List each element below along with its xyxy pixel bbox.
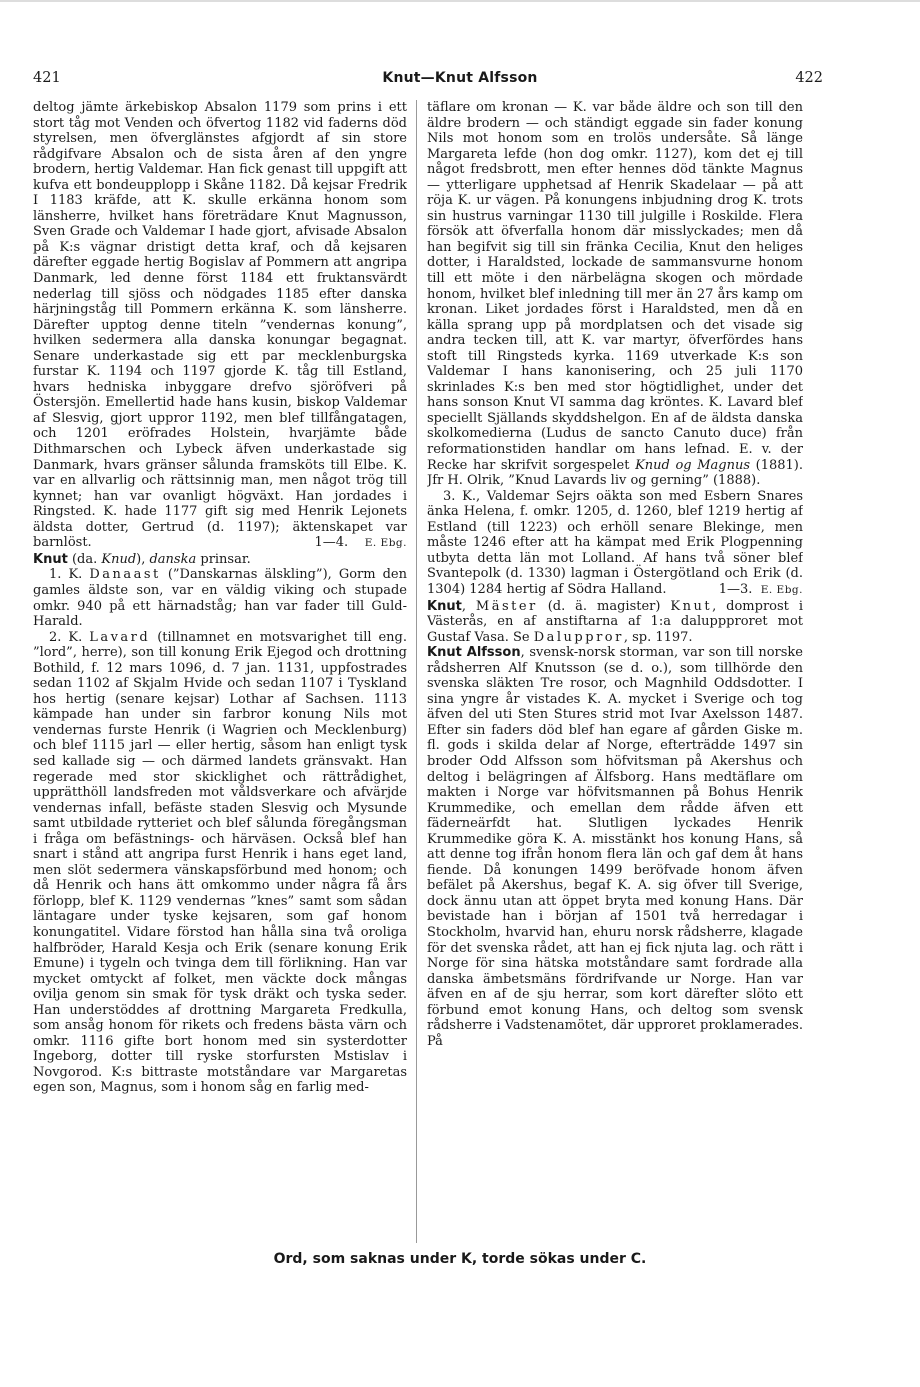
headword: Knut Alfsson	[427, 645, 521, 661]
headword: Knut	[427, 598, 462, 614]
footer-note: Ord, som saknas under K, torde sökas under C.	[273, 1251, 647, 1267]
page-number-right: 422	[795, 70, 823, 86]
subentry-2: 2. K. Lavard (tillnamnet en motsvarighet till eng. ”lord”, herre), son till konung Erik Ejegod och drottning Bothild, f. 12 mars 1096, d. 7 jan. 1131, uppfostrades sedan 1102 af Skjalm Hvide och sedan 1107 i Tyskland hos hertig (senare kejsar) Lothar af Sachsen. 1113 kämpade han under sin farbror konung Nils mot vendernas furste Henrik (i Wagrien och Mecklenburg) och blef 1115 jarl — eller hertig, såsom han enligt tysk sed kallade sig — och därmed landets gränsvakt. Han regerade med stor skicklighet och rättrådighet, upprätthöll landsfreden mot våldsverkare och afvärjde vendernas infall, befäste staden Slesvig och Mysunde samt utbildade rytteriet och blef sålunda föregångsman i fråga om befästnings- och härväsen. Också blef han snart i stånd att angripa furst Henrik i hans eget land, men slöt sedermera vänskapsförbund med honom; och då Henrik och hans ätt omkommo under några få års förlopp, blef K. 1129 vendernas ”knes” samt som sådan läntagare under tyske kejsaren, som gaf honom konungatitel. Vidare förstod han hålla sina två oroliga halfbröder, Harald Kesja och Erik (senare konung Erik Emune) i tygeln och tvinga dem till förlikning. Han var mycket omtyckt af folket, men väckte dock mångas ovilja genom sin smak för tysk dräkt och tyska seder. Han understöddes af drottning Margareta Fredkulla, som ansåg honom för rikets och fredens bästa värn och omkr. 1116 gifte bort honom med sin systerdotter Ingeborg, dotter till ryske storfursten Mstislav i Novgorod. K:s bittraste motståndare var Margaretas egen son, Magnus, som i honom såg en farlig med-	[33, 629, 407, 1096]
subentry-3: 3. K., Valdemar Sejrs oäkta son med Esbern Snares änka Helena, f. omkr. 1205, d. 1260, blef 1219 hertig af Estland (till 1223) och erhöll senare Blekinge, men måste 1246 efter att ha kämpat med Erik Plogpenning utbyta detta län mot Lolland. Af hans två söner blef Svantepolk (d. 1330) lagman i Östergötland och Erik (d. 1304) 1284 hertig af Södra Halland. 1—3. E. Ebg.	[427, 488, 803, 597]
running-title: Knut—Knut Alfsson	[382, 70, 538, 86]
headword: Knut	[33, 551, 68, 567]
left-column	[33, 100, 407, 1245]
page-header	[0, 70, 920, 94]
author-signature: 1—4. E. Ebg.	[314, 535, 407, 551]
author-signature: 1—3. E. Ebg.	[718, 581, 803, 597]
article-continuation: täflare om kronan — K. var både äldre och son till den äldre brodern — och ständigt eggade sin fader konung Nils mot honom som en trolös undersåte. Så länge Margareta lefde (hon dog omkr. 1127), kom det ej till något fredsbrott, men efter hennes död tänkte Magnus — ytterligare upphetsad af Henrik Skadelaar — på att röja K. ur vägen. På konungens inbjudning drog K. trots sin hustrus varningar 1130 till julgille i Roskilde. Flera försök att öfverfalla honom där misslyckades; men då han begifvit sig till sin fränka Cecilia, Knut den heliges dotter, i Haraldsted, lockade de sammansvurne honom till ett möte i den närbelägna skogen och mördade honom, hvilket blef inledning till mer än 27 års kamp om kronan. Liket jordades först i Haraldsted, men då en källa sprang upp på mordplatsen och det visade sig andra tecken till, att K. var martyr, öfverfördes hans stoft till Ringsteds kyrka. 1169 utverkade K:s son Valdemar I hans kanonisering, och 25 juli 1170 skrinlades K:s ben med stor högtidlighet, under det hans sonson Knut VI samma dag kröntes. K. Lavard blef speciellt Själlands skyddshelgon. En af de äldsta danska skolkomedierna (Ludus de sancto Canuto duce) från reformationstiden handlar om hans lefnad. E. v. der Recke har skrifvit sorgespelet Knud og Magnus (1881). Jfr H. Olrik, ”Knud Lavards liv og gerning” (1888).	[427, 100, 803, 489]
entry-knut-princes: Knut (da. Knud), danska prinsar.	[33, 551, 251, 567]
subentry-1: 1. K. Danaast (”Danskarnas älskling”), Gorm den gamles äldste son, var en väldig viking och stupade omkr. 940 på ett härnadståg; han var fader till Guld-Harald.	[33, 567, 407, 630]
page-number-left: 421	[33, 70, 61, 86]
column-divider	[416, 100, 417, 1243]
right-column	[427, 100, 803, 1245]
entry-knut-alfsson: Knut Alfsson, svensk-norsk storman, var son till norske rådsherren Alf Knutsson (se d. o.), som tillhörde den svenska släkten Tre rosor, och Magnhild Oddsdotter. I sina yngre år vistades K. A. mycket i Sverige och tog äfven del uti Sten Stures strid mot Ivar Axelsson 1487. Efter sin faders död blef han egare af gården Giske m. fl. gods i skilda delar af Norge, efterträdde 1497 sin broder Odd Alfsson som höfvitsman på Akershus och deltog i belägringen af Älfsborg. Hans medtäflare om makten i Norge var höfvitsmannen på Bohus Henrik Krummedike, och emellan dem rådde äfven ett fäderneärfdt hat. Slutligen lyckades Henrik Krummedike göra K. A. misstänkt hos konung Hans, så att denne tog ifrån honom flera län och gaf dem åt hans fiende. Då konungen 1499 beröfvade honom äfven befälet på Akershus, begaf K. A. sig öfver till Sverige, dock ännu utan att öppet bryta med konung Hans. Där bevistade han i början af 1501 två herredagar i Stockholm, hvarvid han, ehuru norsk rådsherre, klagade för det svenska rådet, att han ej fick njuta lag. och rätt i Norge för sina hätska motståndare samt fordrade alla danska ämbetsmäns fördrifvande ur Norge. Han var äfven en af de sju herrar, som kort därefter slöto ett förbund emot konung Hans, och deltog som svensk rådsherre i Vadstenamötet, där upproret proklamerades. På	[427, 645, 803, 1049]
entry-knut-master: Knut, Mäster (d. ä. magister) Knut, domprost i Västerås, en af anstiftarna af 1:a daluppproret mot Gustaf Vasa. Se Daluppror, sp. 1197.	[427, 598, 803, 645]
article-text: deltog jämte ärkebiskop Absalon 1179 som prins i ett stort tåg mot Venden och öfvertog 1182 vid faderns död styrelsen, men öfverglänstes afgjordt af sin store rådgifvare Absalon och de sista åren af den yngre brodern, hertig Valdemar. Han fick genast till uppgift att kufva ett bondeupplopp i Skåne 1182. Då kejsar Fredrik I 1183 kräfde, att K. skulle erkänna honom som länsherre, hvilket hans företrädare Knut Magnusson, Sven Grade och Valdemar I hade gjort, afvisade Absalon på K:s vägnar dristigt detta kraf, och då kejsaren därefter eggade hertig Bogislav af Pommern att angripa Danmark, led denne först 1184 ett fruktansvärdt nederlag till sjöss och nödgades 1185 efter danska härjningståg till Pommern erkänna K. som länsherre. Därefter upptog denne titeln ”vendernas konung”, hvilken sedermera alla danska konungar begagnat. Senare underkastade sig ett par mecklenburgska furstar K. 1194 och 1197 gjorde K. tåg till Estland, hvars hedniska inbyggare drefvo sjöröfveri på Östersjön. Emellertid hade hans kusin, biskop Valdemar af Slesvig, gjort uppror 1192, men blef tillfångatagen, och 1201 eröfrades Holstein, hvarjämte både Dithmarschen och Lybeck äfven underkastade sig Danmark, hvars gränser sålunda framsköts till Elbe. K. var en allvarlig och rättsinnig man, men något trög till kynnet; han var ovanligt högväxt. Han jordades i Ringsted. K. hade 1177 gift sig med Henrik Lejonets äldsta dotter, Gertrud (d. 1197); äktenskapet var barnlöst. 1—4. E. Ebg.	[33, 100, 407, 551]
scan-top-edge	[0, 0, 920, 2]
